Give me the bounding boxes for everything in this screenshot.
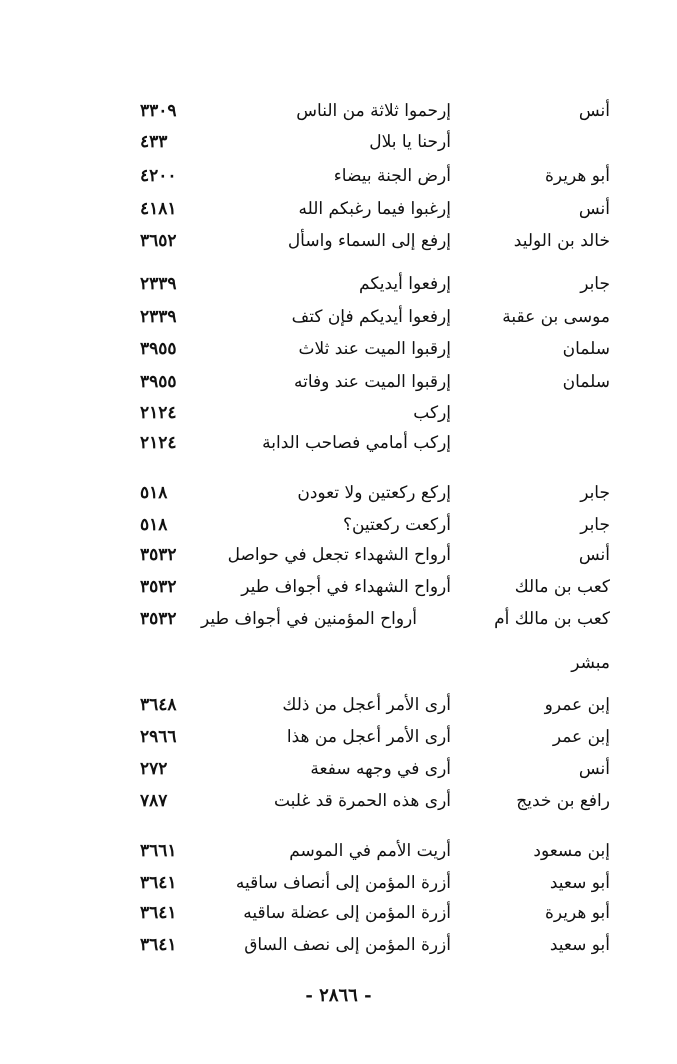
index-entry-18 <box>0 722 677 752</box>
hadith-incipit: إرفعوا أيديكم <box>359 274 451 294</box>
hadith-incipit: إرحموا ثلاثة من الناس <box>296 101 451 121</box>
index-entry-10 <box>0 398 677 428</box>
hadith-incipit: إركع ركعتين ولا تعودن <box>297 483 451 503</box>
narrator-name: جابر <box>580 274 610 294</box>
index-entry-5 <box>0 226 677 256</box>
hadith-number: ٣٣٠٩ <box>140 101 177 121</box>
page-number: - ٢٨٦٦ - <box>305 985 372 1006</box>
hadith-number: ٢٣٣٩ <box>140 274 177 294</box>
hadith-number: ٣٦٤١ <box>140 873 177 893</box>
index-entry-15 <box>0 572 677 602</box>
narrator-name-continuation: مبشر <box>571 653 610 673</box>
narrator-name: رافع بن خديج <box>516 791 610 811</box>
hadith-number: ٤١٨١ <box>140 199 177 219</box>
index-entry-3 <box>0 161 677 191</box>
hadith-incipit: أرض الجنة بيضاء <box>333 166 451 186</box>
hadith-number: ٧٨٧ <box>140 791 168 811</box>
hadith-incipit: أريت الأمم في الموسم <box>289 841 451 861</box>
index-entry-19 <box>0 754 677 784</box>
narrator-name: أنس <box>578 199 610 219</box>
hadith-number: ٢٩٦٦ <box>140 727 177 747</box>
hadith-number: ٣٩٥٥ <box>140 372 177 392</box>
narrator-name: جابر <box>580 483 610 503</box>
index-entry-4 <box>0 194 677 224</box>
narrator-name: أبو سعيد <box>549 935 610 955</box>
narrator-name: إبن عمرو <box>544 695 610 715</box>
index-entry-14 <box>0 540 677 570</box>
narrator-name: أنس <box>578 759 610 779</box>
narrator-name: أبو هريرة <box>544 903 610 923</box>
hadith-number: ٤٢٠٠ <box>140 166 177 186</box>
hadith-number: ٣٦٦١ <box>140 841 177 861</box>
hadith-incipit: أرواح الشهداء في أجواف طير <box>241 577 451 597</box>
narrator-name: أبو هريرة <box>544 166 610 186</box>
hadith-incipit: أركعت ركعتين؟ <box>342 515 451 535</box>
hadith-number: ٥١٨ <box>140 515 168 535</box>
hadith-number: ٣٦٤١ <box>140 935 177 955</box>
index-entry-16-continuation <box>0 648 677 678</box>
hadith-incipit: أرواح الشهداء تجعل في حواصل <box>227 545 451 565</box>
hadith-number: ٣٥٣٢ <box>140 545 177 565</box>
index-entry-2 <box>0 127 677 157</box>
narrator-name: خالد بن الوليد <box>513 231 610 251</box>
index-entry-11 <box>0 428 677 458</box>
hadith-number: ٤٣٣ <box>140 132 168 152</box>
index-entry-12 <box>0 478 677 508</box>
hadith-incipit: أزرة المؤمن إلى نصف الساق <box>244 935 451 955</box>
index-entry-20 <box>0 786 677 816</box>
hadith-number: ٢١٢٤ <box>140 433 177 453</box>
hadith-number: ٣٥٣٢ <box>140 577 177 597</box>
index-entry-24 <box>0 930 677 960</box>
hadith-incipit: إركب <box>413 403 451 423</box>
narrator-name: إبن مسعود <box>533 841 610 861</box>
index-entry-1 <box>0 96 677 126</box>
index-entry-22 <box>0 868 677 898</box>
index-entry-8 <box>0 334 677 364</box>
index-entry-7 <box>0 302 677 332</box>
hadith-number: ٢٣٣٩ <box>140 307 177 327</box>
hadith-incipit: إرقبوا الميت عند وفاته <box>293 372 451 392</box>
hadith-incipit: أزرة المؤمن إلى أنصاف ساقيه <box>235 873 451 893</box>
hadith-incipit: أرى الأمر أعجل من هذا <box>286 727 451 747</box>
hadith-number: ٣٩٥٥ <box>140 339 177 359</box>
narrator-name: موسى بن عقبة <box>502 307 610 327</box>
narrator-name: أبو سعيد <box>549 873 610 893</box>
hadith-number: ٢٧٢ <box>140 759 168 779</box>
index-entry-23 <box>0 898 677 928</box>
narrator-name: كعب بن مالك <box>514 577 610 597</box>
narrator-name: سلمان <box>562 372 610 392</box>
hadith-number: ٢١٢٤ <box>140 403 177 423</box>
narrator-name: إبن عمر <box>552 727 610 747</box>
hadith-incipit: إرغبوا فيما رغبكم الله <box>298 199 451 219</box>
hadith-incipit: أرى هذه الحمرة قد غلبت <box>273 791 451 811</box>
index-entry-6 <box>0 269 677 299</box>
narrator-name: أنس <box>578 545 610 565</box>
hadith-incipit: إرفعوا أيديكم فإن كتف <box>291 307 451 327</box>
hadith-number: ٥١٨ <box>140 483 168 503</box>
hadith-number: ٣٥٣٢ <box>140 609 177 629</box>
index-entry-16 <box>0 604 677 634</box>
hadith-number: ٣٦٥٢ <box>140 231 177 251</box>
narrator-name: جابر <box>580 515 610 535</box>
narrator-name: كعب بن مالك أم <box>494 609 610 629</box>
hadith-incipit: إرقبوا الميت عند ثلاث <box>298 339 451 359</box>
hadith-number: ٣٦٤١ <box>140 903 177 923</box>
hadith-incipit: أرى الأمر أعجل من ذلك <box>282 695 451 715</box>
narrator-name: سلمان <box>562 339 610 359</box>
hadith-incipit: إركب أمامي فصاحب الدابة <box>262 433 451 453</box>
index-entry-13 <box>0 510 677 540</box>
narrator-name: أنس <box>578 101 610 121</box>
hadith-incipit: أرحنا يا بلال <box>369 132 451 152</box>
hadith-number: ٣٦٤٨ <box>140 695 177 715</box>
hadith-incipit: أرى في وجهه سفعة <box>310 759 451 779</box>
index-entry-9 <box>0 367 677 397</box>
index-entry-21 <box>0 836 677 866</box>
hadith-incipit: إرفع إلى السماء واسأل <box>287 231 451 251</box>
index-entry-17 <box>0 690 677 720</box>
hadith-incipit: أزرة المؤمن إلى عضلة ساقيه <box>243 903 451 923</box>
hadith-incipit: أرواح المؤمنين في أجواف طير <box>201 609 417 629</box>
